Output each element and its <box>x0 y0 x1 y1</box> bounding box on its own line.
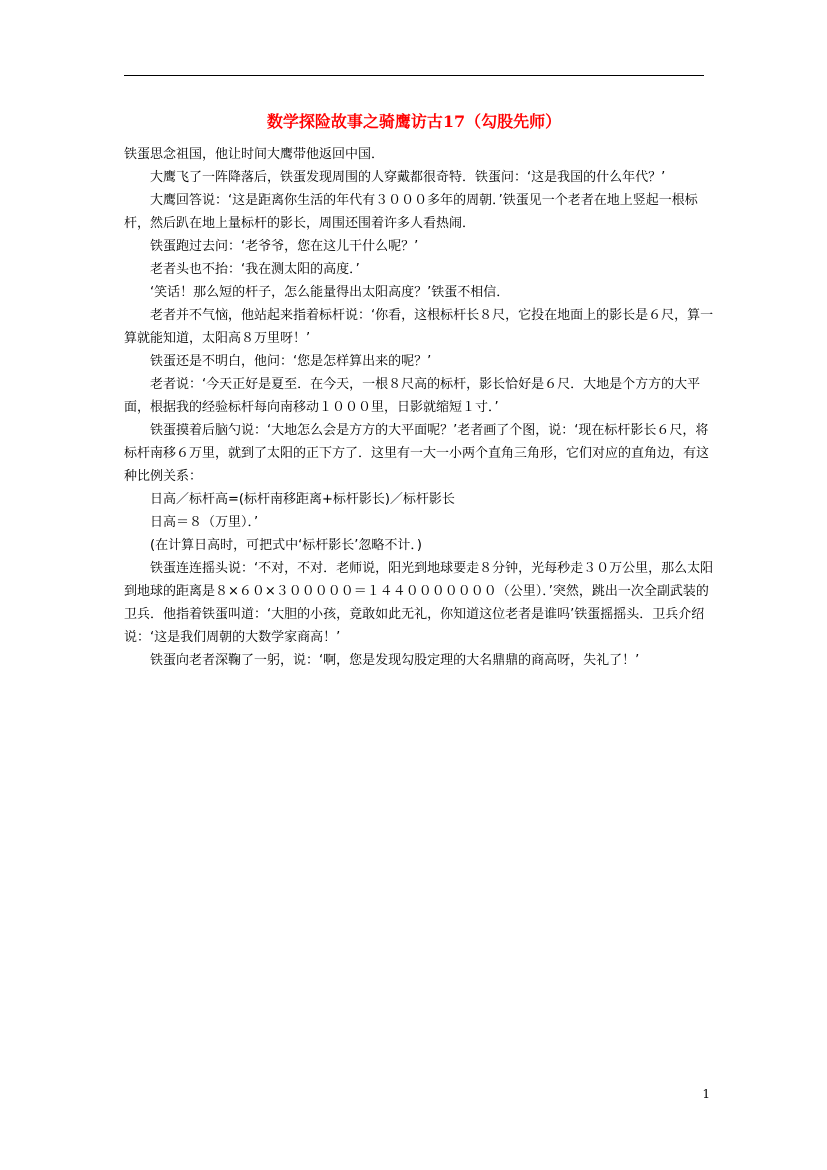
header-rule <box>124 75 704 76</box>
page-number: 1 <box>702 1087 710 1101</box>
paragraph: 铁蛋还是不明白，他问：‘您是怎样算出来的呢？’ <box>150 354 432 369</box>
paragraph: 老者头也不抬：‘我在测太阳的高度．’ <box>150 262 360 277</box>
paragraph: 铁蛋向老者深鞠了一躬，说：‘啊，您是发现勾股定理的大名鼎鼎的商高呀，失礼了！’ <box>150 653 640 668</box>
paragraph: ‘笑话！那么短的杆子，怎么能量得出太阳高度？’铁蛋不相信． <box>150 285 510 300</box>
paragraph: 铁蛋连连摇头说：‘不对，不对．老师说，阳光到地球要走８分钟，光每秒走３０万公里，那么太阳到地球的距离是８×６０×３０００００＝１４４０００００００（公里）．’突然，跳出一次全副武装的卫兵．他指着铁蛋叫道：‘大胆的小孩，竟敢如此无礼，你知道这位老者是谁吗’铁蛋摇摇头．卫兵介绍说：‘这是我们周朝的大数学家商高！’ <box>124 561 714 645</box>
document-body <box>124 143 714 672</box>
formula-result: 日高＝８（万里）．’ <box>150 515 259 530</box>
paragraph: 铁蛋思念祖国，他让时间大鹰带他返回中国． <box>124 147 385 162</box>
paragraph: 大鹰回答说：‘这是距离你生活的年代有３０００多年的周朝．’铁蛋见一个老者在地上竖起一根标杆，然后趴在地上量标杆的影长，周围还围着许多人看热闹． <box>124 193 698 231</box>
paragraph: (在计算日高时，可把式中‘标杆影长’忽略不计．) <box>150 538 422 553</box>
paragraph: 铁蛋跑过去问：‘老爷爷，您在这儿干什么呢？’ <box>150 239 419 254</box>
formula-line: 日高／标杆高=(标杆南移距离+标杆影长)／标杆影长 <box>150 492 455 507</box>
paragraph: 铁蛋摸着后脑勺说：‘大地怎么会是方方的大平面呢？’老者画了个图，说：‘现在标杆影长６尺，将标杆南移６万里，就到了太阳的正下方了．这里有一大一小两个直角三角形，它们对应的直角边，有这种比例关系： <box>124 423 710 484</box>
paragraph: 老者说：‘今天正好是夏至．在今天，一根８尺高的标杆，影长恰好是６尺．大地是个方方的大平面，根据我的经验标杆每向南移动１０００里，日影就缩短１寸．’ <box>124 377 701 415</box>
document-title: 数学探险故事之骑鹰访古17（勾股先师） <box>266 112 562 131</box>
paragraph: 大鹰飞了一阵降落后，铁蛋发现周围的人穿戴都很奇特．铁蛋问：‘这是我国的什么年代？’ <box>150 170 666 185</box>
paragraph: 老者并不气恼，他站起来指着标杆说：‘你看，这根标杆长８尺，它投在地面上的影长是６尺，算一算就能知道，太阳高８万里呀！’ <box>124 308 714 346</box>
